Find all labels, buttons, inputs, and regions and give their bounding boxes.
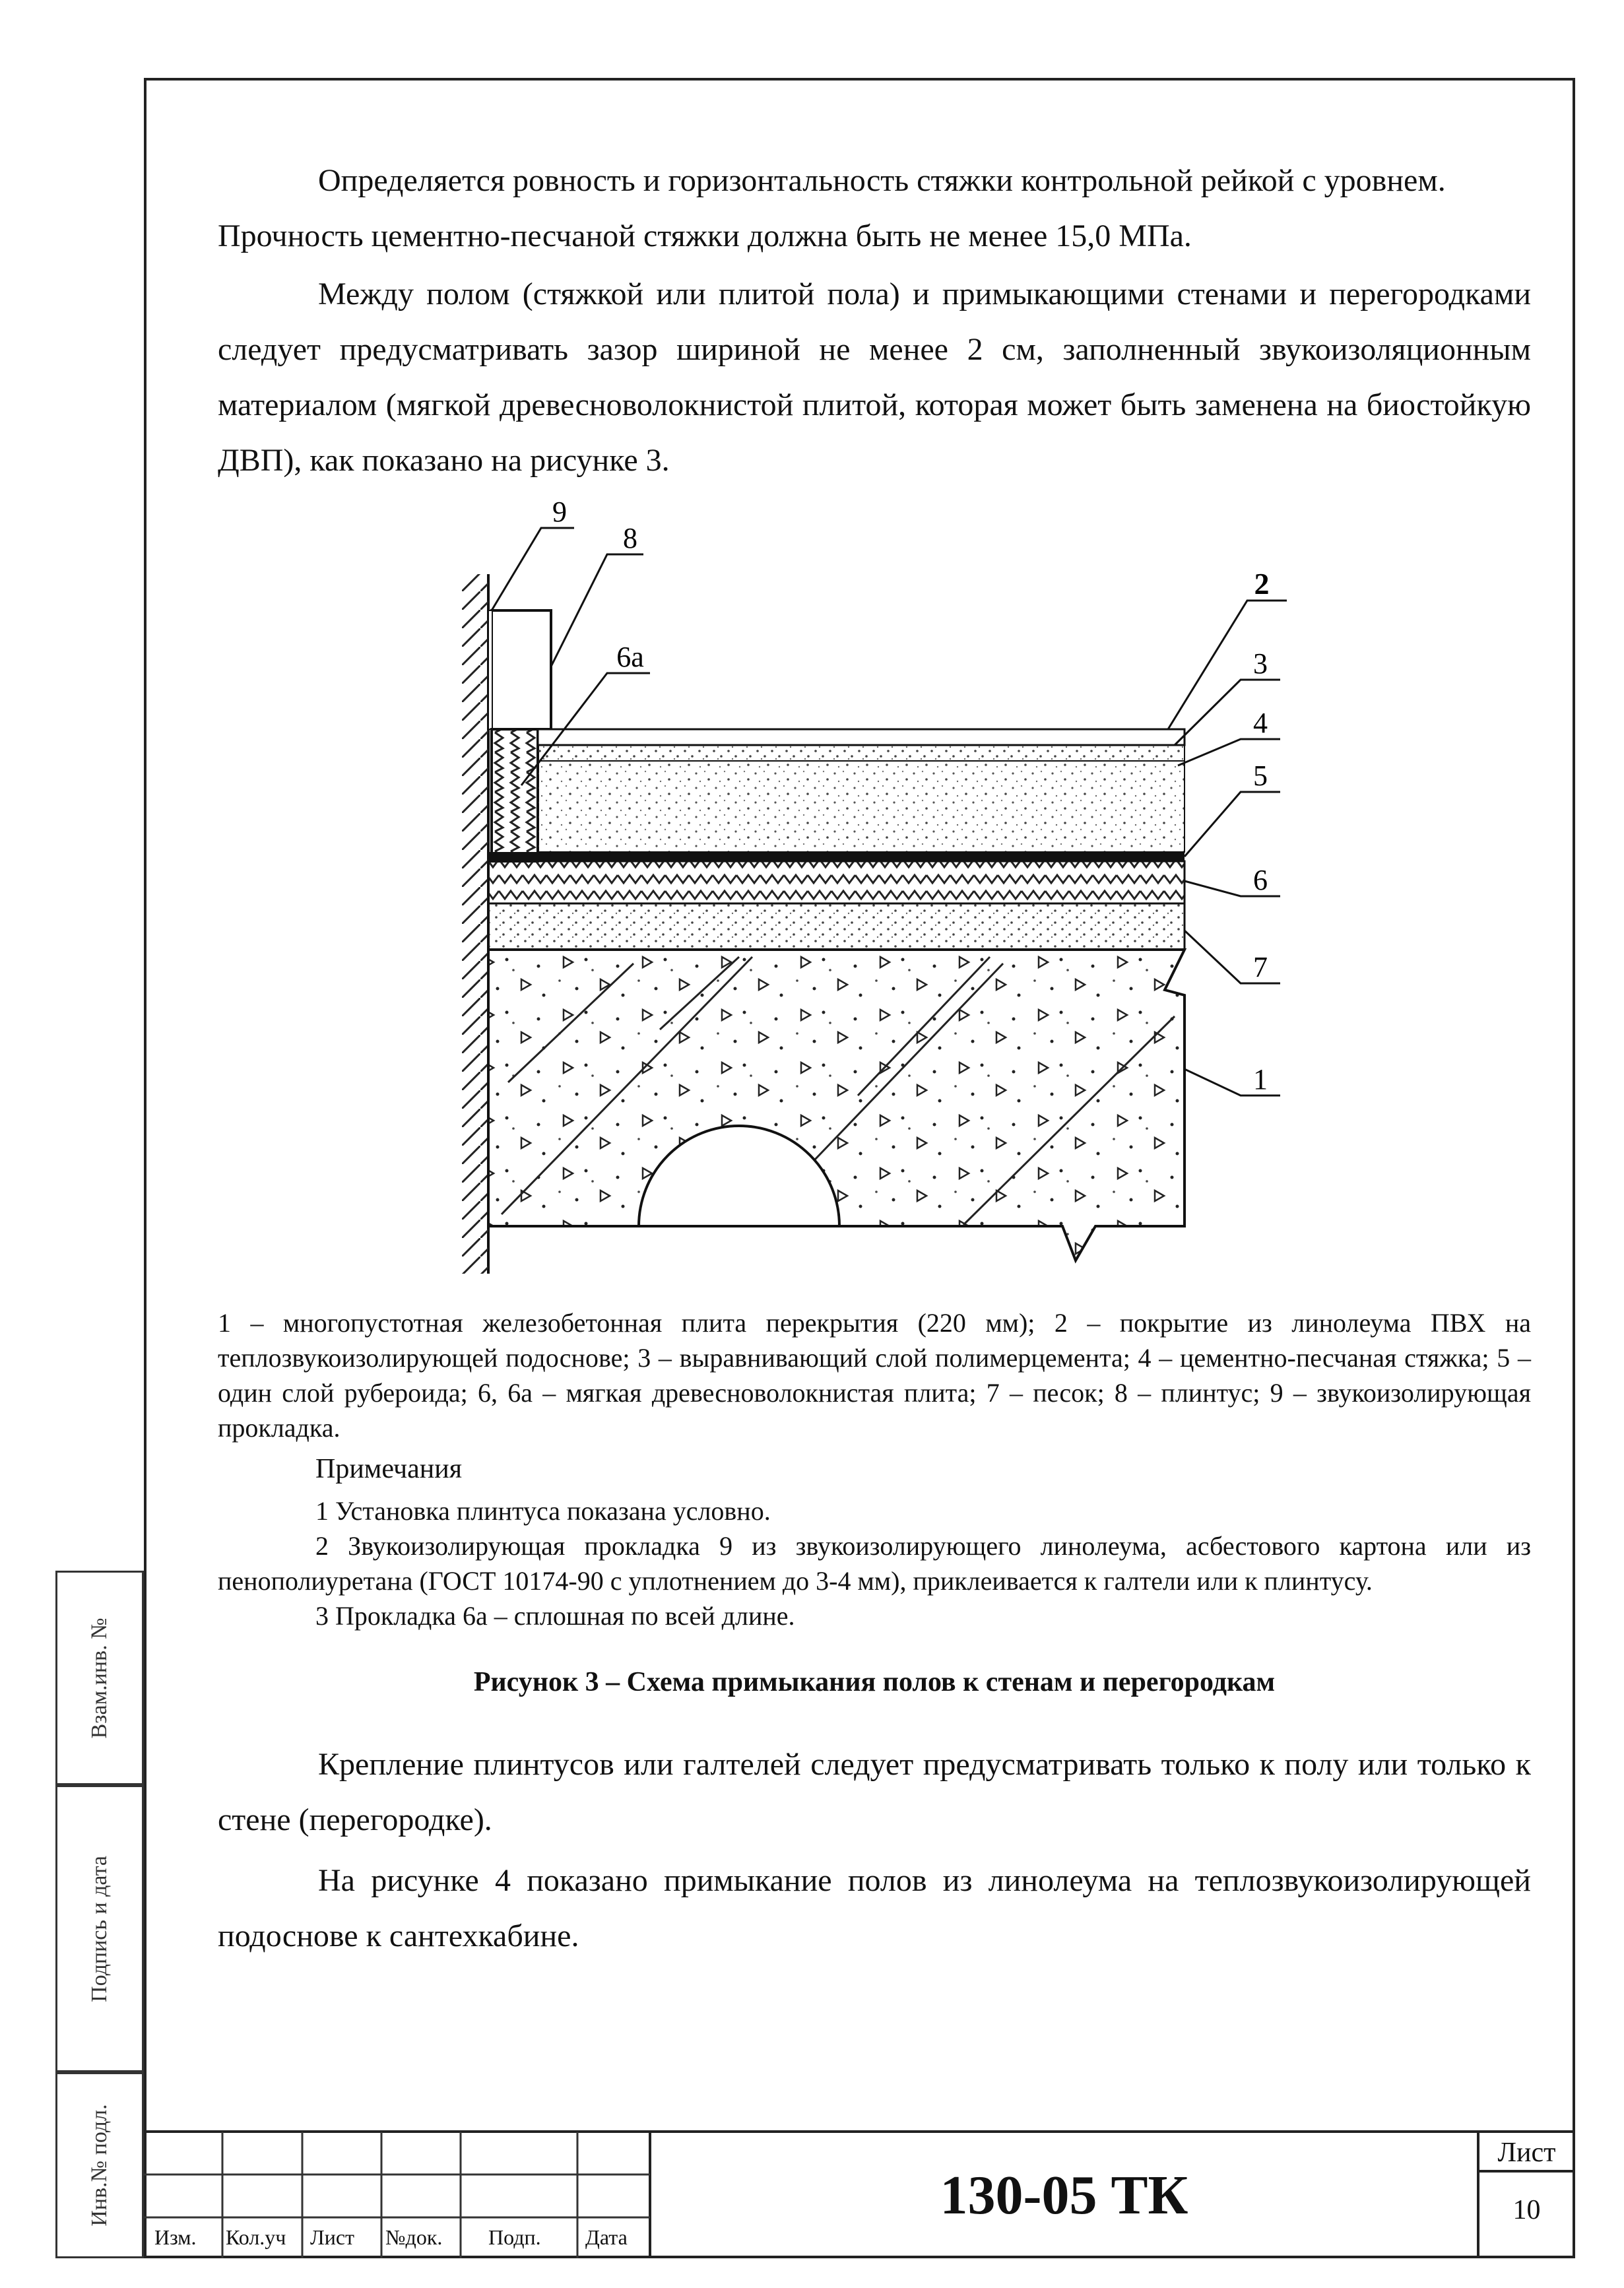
- col-signature: Подп.: [488, 2225, 541, 2249]
- stamp-signature-date-label: Подпись и дата: [87, 1855, 112, 2002]
- col-count: Кол.уч: [226, 2225, 286, 2249]
- col-date: Дата: [585, 2225, 628, 2249]
- callout-2: 2: [1254, 567, 1270, 601]
- paragraph-1-line-2: Прочность цементно-песчаной стяжки должна быть не менее 15,0 МПа.: [218, 218, 1192, 253]
- callout-9: 9: [552, 496, 567, 528]
- callout-5: 5: [1253, 760, 1268, 792]
- paragraph-3: Крепление плинтусов или галтелей следует предусматривать только к полу или только к стене (перегородке).: [218, 1747, 1531, 1837]
- col-sheet: Лист: [310, 2225, 355, 2249]
- callout-6a: 6а: [616, 641, 644, 673]
- note-2: 2 Звукоизолирующая прокладка 9 из звукоизолирующего линолеума, асбестового картона или из пенополиуретана (ГОСТ 10174-90 с уплотнением до 3-4 мм), приклеивается к галтели или к плинтусу.: [218, 1531, 1531, 1596]
- sheet-number: 10: [1512, 2195, 1541, 2225]
- stamp-original-inv-label: Инв.№ подл.: [87, 2104, 112, 2227]
- paragraph-4: На рисунке 4 показано примыкание полов из линолеума на теплозвукоизолирующей подоснове к сантехкабине.: [218, 1863, 1531, 1953]
- sheet-label: Лист: [1497, 2138, 1556, 2168]
- paragraph-1-line-1: Определяется ровность и горизонтальность стяжки контрольной рейкой с уровнем.: [318, 163, 1446, 198]
- note-3: 3 Прокладка 6а – сплошная по всей длине.: [315, 1601, 795, 1631]
- callout-1: 1: [1253, 1063, 1268, 1095]
- stamp-replacement-inv-label: Взам.инв. №: [87, 1617, 112, 1739]
- callout-8: 8: [623, 522, 637, 554]
- notes-title: Примечания: [315, 1454, 463, 1484]
- callout-6: 6: [1253, 864, 1268, 896]
- callout-3: 3: [1253, 647, 1268, 680]
- figure-legend: 1 – многопустотная железобетонная плита перекрытия (220 мм); 2 – покрытие из линолеума ПВХ на теплозвукоизолирующей подоснове; 3 – выравнивающий слой полимерцемента; 4 – цементно-песчаная стяжка; 5 – один слой рубероида; 6, 6а – мягкая древесноволокнистая плита; 7 – песок; 8 – плинтус; 9 – звукоизолирующая прокладка.: [218, 1308, 1531, 1443]
- note-1: 1 Установка плинтуса показана условно.: [315, 1496, 771, 1526]
- figure-caption: Рисунок 3 – Схема примыкания полов к стенам и перегородкам: [473, 1667, 1276, 1697]
- document-code: 130-05 ТК: [940, 2164, 1188, 2226]
- paragraph-2: Между полом (стяжкой или плитой пола) и примыкающими стенами и перегородками следует предусматривать зазор шириной не менее 2 см, заполненный звукоизоляционным материалом (мягкой древесноволокнистой плитой, которая может быть заменена на биостойкую ДВП), как показано на рисунке 3.: [218, 277, 1531, 478]
- callout-7: 7: [1253, 951, 1268, 983]
- callout-4: 4: [1253, 707, 1268, 739]
- col-doc-number: №док.: [385, 2225, 443, 2249]
- col-change: Изм.: [154, 2225, 197, 2249]
